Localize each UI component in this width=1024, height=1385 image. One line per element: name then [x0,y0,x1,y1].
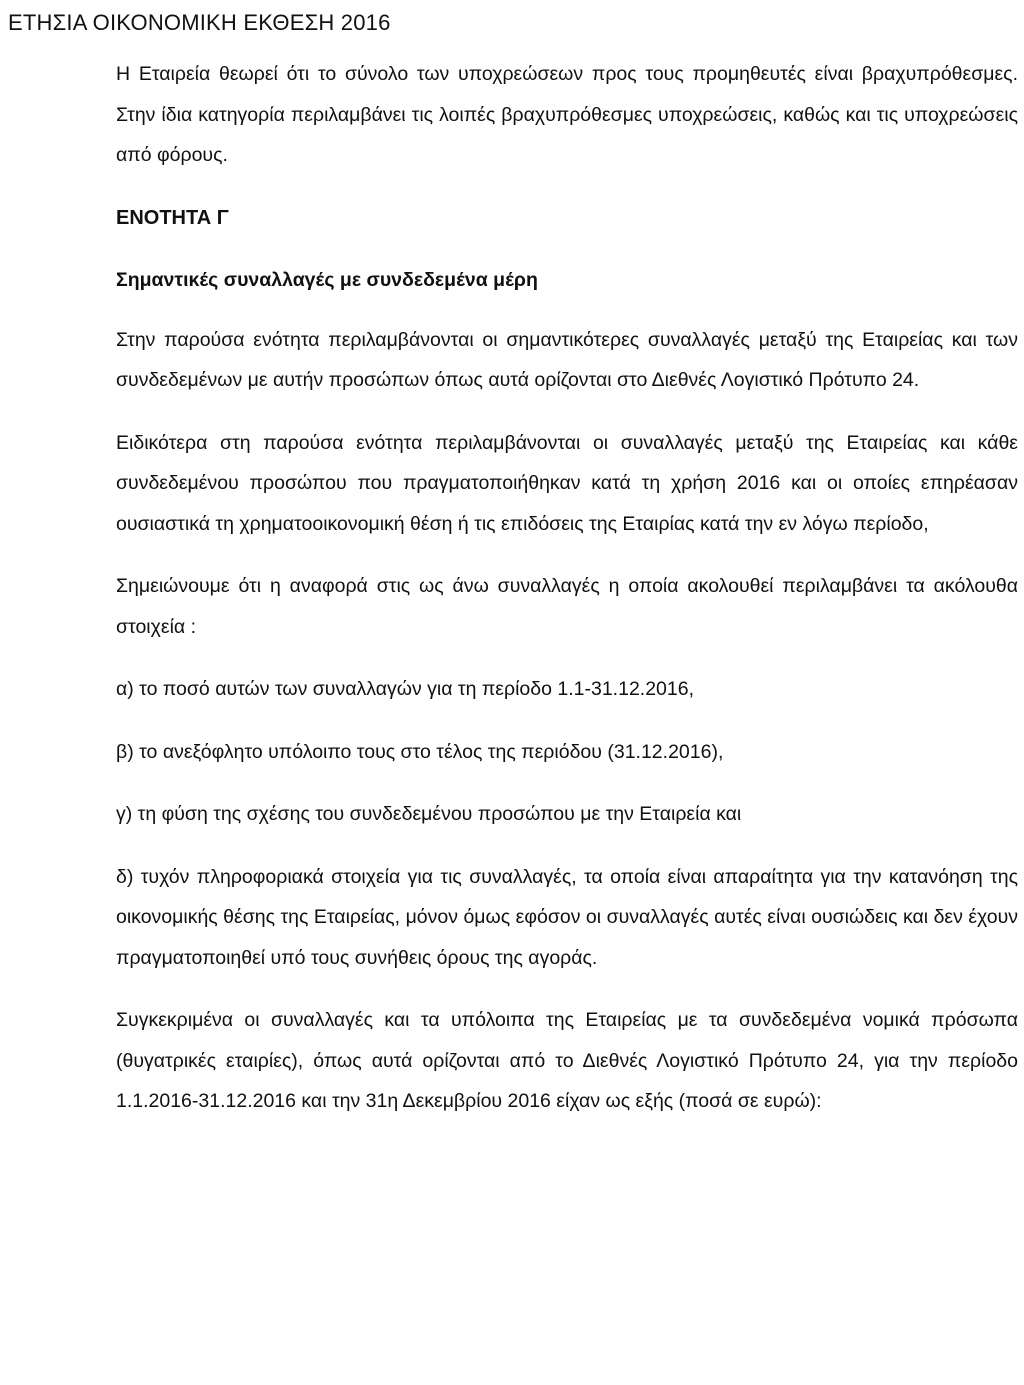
page-header: ΕΤΗΣΙΑ ΟΙΚΟΝΟΜΙΚΗ ΕΚΘΕΣΗ 2016 [8,10,391,35]
paragraph-suppliers: Η Εταιρεία θεωρεί ότι το σύνολο των υποχρεώσεων προς τους προμηθευτές είναι βραχυπρόθεσμες. Στην ίδια κατηγορία περιλαμβάνει τις λοιπές βραχυπρόθεσμες υποχρεώσεις, καθώς και τις υποχρεώσεις από φόρους. [116,63,1018,166]
list-item-c: γ) τη φύση της σχέσης του συνδεδεμένου προσώπου με την Εταιρεία και [116,803,742,825]
paragraph-closing: Συγκεκριμένα οι συναλλαγές και τα υπόλοιπα της Εταιρείας με τα συνδεδεμένα νομικά πρόσωπα (θυγατρικές εταιρίες), όπως αυτά ορίζονται από το Διεθνές Λογιστικό Πρότυπο 24, για την περίοδο 1.1.2016-31.12.2016 και την 31η Δεκεμβρίου 2016 είχαν ως εξής (ποσά σε ευρώ): [116,1009,1018,1112]
list-item-d: δ) τυχόν πληροφοριακά στοιχεία για τις συναλλαγές, τα οποία είναι απαραίτητα για την κατανόηση της οικονομικής θέσης της Εταιρείας, μόνον όμως εφόσον οι συναλλαγές αυτές είναι ουσιώδεις και δεν έχουν πραγματοποιηθεί υπό τους συνήθεις όρους της αγοράς. [116,865,1018,969]
list-item-b: β) το ανεξόφλητο υπόλοιπο τους στο τέλος της περιόδου (31.12.2016), [116,740,724,763]
paragraph-note: Σημειώνουμε ότι η αναφορά στις ως άνω συναλλαγές η οποία ακολουθεί περιλαμβάνει τα ακόλουθα στοιχεία : [116,575,1018,638]
section-title: ΕΝΟΤΗΤΑ Γ [116,206,229,229]
list-item-a: α) το ποσό αυτών των συναλλαγών για τη περίοδο 1.1-31.12.2016, [116,678,695,700]
section-subtitle: Σημαντικές συναλλαγές με συνδεδεμένα μέρη [116,268,538,291]
paragraph-specifically: Ειδικότερα στη παρούσα ενότητα περιλαμβάνονται οι συναλλαγές μεταξύ της Εταιρείας και κάθε συνδεδεμένου προσώπου που πραγματοποιήθηκαν κατά τη χρήση 2016 και οι οποίες επηρέασαν ουσιαστικά τη χρηματοοικονομική θέση ή τις επιδόσεις της Εταιρίας κατά την εν λόγω περίοδο, [116,431,1018,535]
paragraph-section-intro: Στην παρούσα ενότητα περιλαμβάνονται οι σημαντικότερες συναλλαγές μεταξύ της Εταιρείας και των συνδεδεμένων με αυτήν προσώπων όπως αυτά ορίζονται στο Διεθνές Λογιστικό Πρότυπο 24. [116,328,1018,391]
document-body [116,54,1018,1122]
